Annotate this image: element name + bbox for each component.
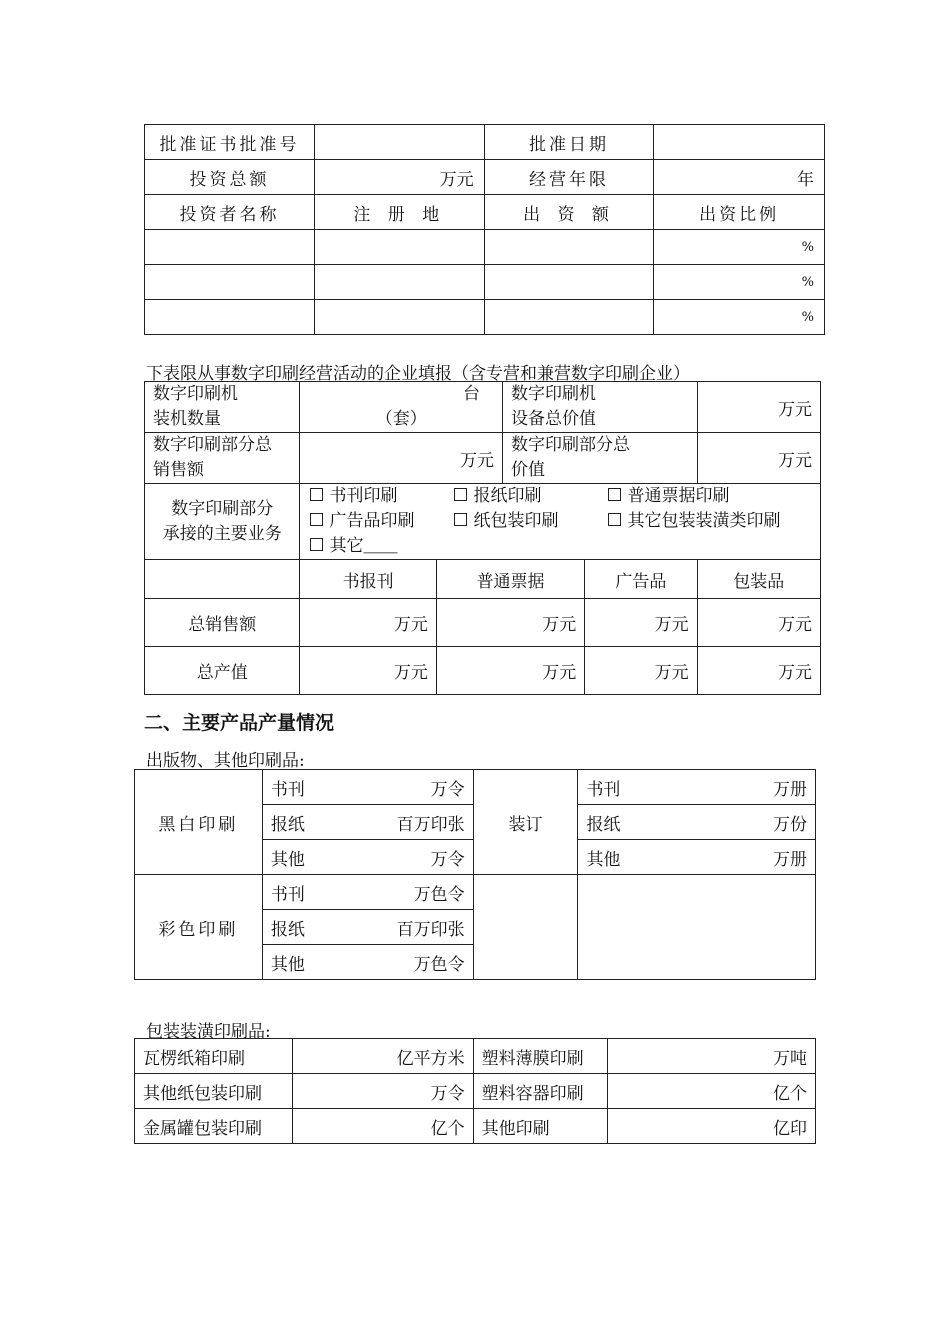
section-heading: 二、主要产品产量情况	[144, 712, 335, 734]
color-newspaper[interactable]: 报纸 百万印张	[262, 910, 473, 945]
investor-cell[interactable]	[314, 230, 484, 265]
col-tickets: 普通票据	[436, 560, 584, 599]
color-books[interactable]: 书刊 万色令	[262, 875, 473, 910]
pack-unit[interactable]: 万令	[292, 1074, 473, 1109]
digital-sales-label	[145, 433, 300, 484]
pack-label: 瓦楞纸箱印刷	[135, 1039, 293, 1074]
approval-cert-value[interactable]	[314, 125, 484, 160]
blank-header-cell	[145, 560, 300, 599]
cell-unit[interactable]: 万元	[436, 647, 584, 695]
approval-date-label: 批准日期	[484, 125, 654, 160]
cell-unit[interactable]: 万元	[697, 647, 820, 695]
col-books: 书报刊	[300, 560, 436, 599]
row-total-sales: 总销售额	[145, 599, 300, 647]
approval-cert-label: 批准证书批准号	[145, 125, 315, 160]
digital-value-l2: 价值	[511, 460, 546, 480]
ratio-cell[interactable]: %	[654, 265, 825, 300]
investor-cell[interactable]	[484, 300, 654, 335]
pack-unit[interactable]: 亿印	[607, 1109, 815, 1144]
checkbox-icon[interactable]	[310, 513, 323, 526]
machines-label	[145, 382, 300, 433]
pack-unit[interactable]: 亿平方米	[292, 1039, 473, 1074]
bw-print-label: 黑白印刷	[135, 770, 263, 875]
investor-cell[interactable]	[484, 265, 654, 300]
packaging-table	[134, 1038, 816, 1144]
opt-books[interactable]: 书刊印刷	[310, 484, 454, 509]
equipment-value-l2: 设备总价值	[511, 409, 597, 429]
pack-unit[interactable]: 万吨	[607, 1039, 815, 1074]
ratio-header: 出资比例	[654, 195, 825, 230]
bind-books[interactable]: 书刊 万册	[578, 770, 816, 805]
main-business-l1: 数字印刷部分	[171, 498, 274, 519]
cell-unit[interactable]: 万元	[300, 599, 436, 647]
digital-value-unit[interactable]: 万元	[697, 433, 820, 484]
pack-label: 其他纸包装印刷	[135, 1074, 293, 1109]
main-business-options	[300, 484, 821, 560]
investor-name-header: 投资者名称	[145, 195, 315, 230]
checkbox-icon[interactable]	[310, 488, 323, 501]
investor-cell[interactable]	[145, 230, 315, 265]
row-total-output: 总产值	[145, 647, 300, 695]
blank-cell	[578, 875, 816, 980]
equipment-value-unit[interactable]: 万元	[697, 382, 820, 433]
col-ads: 广告品	[585, 560, 697, 599]
machines-label-l2: 装机数量	[153, 409, 221, 429]
opt-other[interactable]: 其它＿＿	[310, 534, 397, 559]
operating-term-unit[interactable]: 年	[654, 160, 825, 195]
bind-newspaper[interactable]: 报纸 万份	[578, 805, 816, 840]
cell-unit[interactable]: 万元	[585, 647, 697, 695]
packaging-caption: 包装装潢印刷品:	[146, 1022, 271, 1042]
digital-value-l1: 数字印刷部分总	[511, 435, 631, 455]
bw-newspaper[interactable]: 报纸 百万印张	[262, 805, 473, 840]
machines-unit: 台	[463, 384, 481, 404]
checkbox-icon[interactable]	[310, 538, 323, 551]
binding-label: 装订	[473, 770, 578, 875]
digital-sales-unit[interactable]: 万元	[300, 433, 503, 484]
main-business-l2: 承接的主要业务	[162, 523, 282, 544]
digital-value-label	[503, 433, 698, 484]
pack-label: 塑料容器印刷	[473, 1074, 607, 1109]
color-print-label: 彩色印刷	[135, 875, 263, 980]
ratio-cell[interactable]: %	[654, 230, 825, 265]
opt-newspaper[interactable]: 报纸印刷	[454, 484, 608, 509]
opt-ads[interactable]: 广告品印刷	[310, 509, 454, 534]
investor-cell[interactable]	[484, 230, 654, 265]
checkbox-icon[interactable]	[454, 513, 467, 526]
investor-cell[interactable]	[314, 300, 484, 335]
pack-unit[interactable]: 亿个	[292, 1109, 473, 1144]
machines-unit-set: （套）	[375, 409, 427, 429]
cell-unit[interactable]: 万元	[585, 599, 697, 647]
publications-table	[134, 769, 816, 980]
checkbox-icon[interactable]	[608, 513, 621, 526]
digital-caption: 下表限从事数字印刷经营活动的企业填报（含专营和兼营数字印刷企业）	[146, 364, 690, 384]
pack-label: 塑料薄膜印刷	[473, 1039, 607, 1074]
total-investment-label: 投资总额	[145, 160, 315, 195]
opt-paper-pack[interactable]: 纸包装印刷	[454, 509, 608, 534]
bw-books[interactable]: 书刊 万令	[262, 770, 473, 805]
col-packaging: 包装品	[697, 560, 820, 599]
main-business-label	[145, 484, 300, 560]
digital-sales-l1: 数字印刷部分总	[153, 435, 272, 455]
equipment-value-l1: 数字印刷机	[511, 384, 597, 404]
bind-other[interactable]: 其他 万册	[578, 840, 816, 875]
publications-caption: 出版物、其他印刷品:	[146, 751, 305, 771]
color-other[interactable]: 其他 万色令	[262, 945, 473, 980]
contribution-header: 出 资 额	[484, 195, 654, 230]
machines-value[interactable]	[300, 382, 503, 433]
pack-unit[interactable]: 亿个	[607, 1074, 815, 1109]
operating-term-label: 经营年限	[484, 160, 654, 195]
registered-place-header: 注 册 地	[314, 195, 484, 230]
digital-printing-table	[144, 381, 821, 695]
cell-unit[interactable]: 万元	[300, 647, 436, 695]
machines-label-l1: 数字印刷机	[153, 384, 238, 404]
investor-cell[interactable]	[145, 265, 315, 300]
digital-sales-l2: 销售额	[153, 460, 204, 480]
opt-tickets[interactable]: 普通票据印刷	[608, 484, 729, 509]
blank-cell	[473, 875, 578, 980]
pack-label: 金属罐包装印刷	[135, 1109, 293, 1144]
investor-cell[interactable]	[145, 300, 315, 335]
cell-unit[interactable]: 万元	[697, 599, 820, 647]
investor-cell[interactable]	[314, 265, 484, 300]
pack-label: 其他印刷	[473, 1109, 607, 1144]
opt-other-pack[interactable]: 其它包装装潢类印刷	[608, 509, 780, 534]
investment-table	[144, 124, 825, 335]
total-investment-unit[interactable]: 万元	[314, 160, 484, 195]
ratio-cell[interactable]: %	[654, 300, 825, 335]
checkbox-icon[interactable]	[608, 488, 621, 501]
checkbox-icon[interactable]	[454, 488, 467, 501]
bw-other[interactable]: 其他 万令	[262, 840, 473, 875]
approval-date-value[interactable]	[654, 125, 825, 160]
equipment-value-label	[503, 382, 698, 433]
cell-unit[interactable]: 万元	[436, 599, 584, 647]
